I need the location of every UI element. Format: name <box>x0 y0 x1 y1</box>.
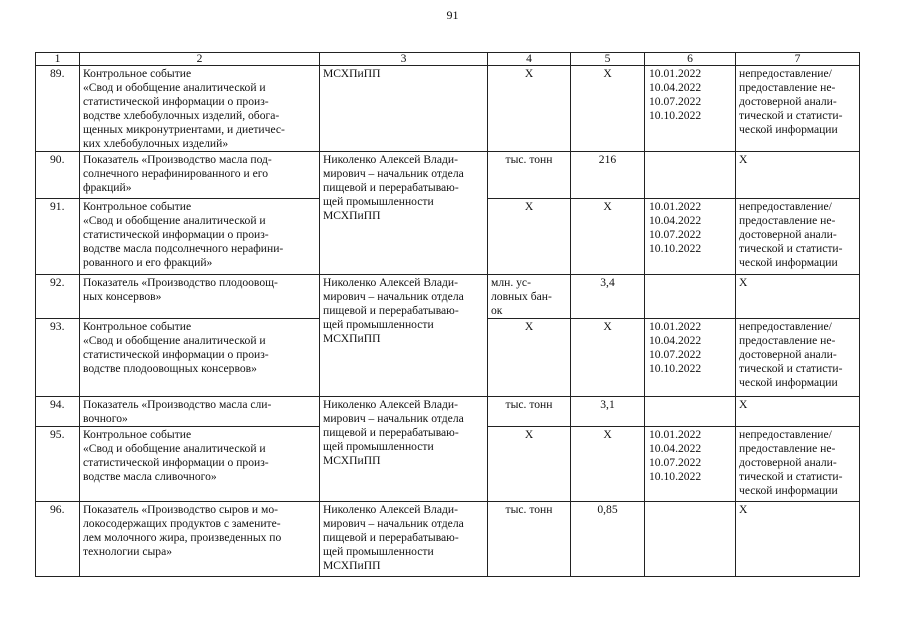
page-number: 91 <box>446 8 459 22</box>
row-description: Контрольное событие «Свод и обобщение аналитической и статистической информации о произ- водстве хлебобулочных изделий, обога- щенных микронутриентами, и диетичес- ких хлебобулочных изделий» <box>80 66 320 152</box>
row-number: 96. <box>36 502 80 577</box>
row-responsible: МСХПиПП <box>320 66 488 152</box>
row-number: 91. <box>36 199 80 275</box>
row-description: Показатель «Производство сыров и мо- локосодержащих продуктов с замените- лем молочного жира, произведенных по технологии сыра» <box>80 502 320 577</box>
row-description: Контрольное событие «Свод и обобщение аналитической и статистической информации о произ- водстве масла подсолнечного нерафини- рованного и его фракций» <box>80 199 320 275</box>
row-unit: тыс. тонн <box>488 397 571 427</box>
row-responsible: Николенко Алексей Влади- мирович – начальник отдела пищевой и перерабатываю- щей промышленности МСХПиПП <box>320 152 488 275</box>
row-value: 0,85 <box>571 502 645 577</box>
row-description: Контрольное событие «Свод и обобщение аналитической и статистической информации о произ- водстве масла сливочного» <box>80 427 320 502</box>
table-row <box>36 397 860 427</box>
row-value: Х <box>571 427 645 502</box>
row-risk: Х <box>736 275 860 319</box>
row-dates <box>645 397 736 427</box>
row-risk: Х <box>736 397 860 427</box>
row-dates <box>645 502 736 577</box>
row-responsible: Николенко Алексей Влади- мирович – начальник отдела пищевой и перерабатываю- щей промышленности МСХПиПП <box>320 275 488 397</box>
row-value: 3,4 <box>571 275 645 319</box>
row-risk: Х <box>736 152 860 199</box>
plan-table <box>35 52 860 577</box>
row-value: Х <box>571 319 645 397</box>
header-cell: 6 <box>645 53 736 66</box>
row-risk: непредоставление/ предоставление не- достоверной анали- тической и статисти- ческой информации <box>736 66 860 152</box>
row-unit: Х <box>488 319 571 397</box>
row-risk: Х <box>736 502 860 577</box>
row-risk: непредоставление/ предоставление не- достоверной анали- тической и статисти- ческой информации <box>736 199 860 275</box>
row-unit: Х <box>488 199 571 275</box>
row-number: 95. <box>36 427 80 502</box>
row-dates: 10.01.2022 10.04.2022 10.07.2022 10.10.2022 <box>645 199 736 275</box>
row-description: Показатель «Производство масла под- солнечного нерафинированного и его фракций» <box>80 152 320 199</box>
row-unit: тыс. тонн <box>488 502 571 577</box>
row-value: Х <box>571 66 645 152</box>
table-row <box>36 502 860 577</box>
header-cell: 5 <box>571 53 645 66</box>
row-dates <box>645 152 736 199</box>
table-row <box>36 66 860 152</box>
row-dates: 10.01.2022 10.04.2022 10.07.2022 10.10.2022 <box>645 66 736 152</box>
row-number: 92. <box>36 275 80 319</box>
row-description: Показатель «Производство масла сли- вочного» <box>80 397 320 427</box>
header-cell: 4 <box>488 53 571 66</box>
row-description: Контрольное событие «Свод и обобщение аналитической и статистической информации о произ- водстве плодоовощных консервов» <box>80 319 320 397</box>
row-value: 216 <box>571 152 645 199</box>
header-cell: 1 <box>36 53 80 66</box>
row-number: 90. <box>36 152 80 199</box>
row-number: 89. <box>36 66 80 152</box>
row-responsible: Николенко Алексей Влади- мирович – начальник отдела пищевой и перерабатываю- щей промышленности МСХПиПП <box>320 397 488 502</box>
row-unit: Х <box>488 66 571 152</box>
row-risk: непредоставление/ предоставление не- достоверной анали- тической и статисти- ческой информации <box>736 319 860 397</box>
row-unit: тыс. тонн <box>488 152 571 199</box>
row-dates: 10.01.2022 10.04.2022 10.07.2022 10.10.2022 <box>645 319 736 397</box>
row-unit: Х <box>488 427 571 502</box>
row-risk: непредоставление/ предоставление не- достоверной анали- тической и статисти- ческой информации <box>736 427 860 502</box>
row-value: Х <box>571 199 645 275</box>
header-cell: 2 <box>80 53 320 66</box>
row-dates <box>645 275 736 319</box>
table-row <box>36 152 860 199</box>
header-row <box>36 53 860 66</box>
header-cell: 7 <box>736 53 860 66</box>
row-responsible: Николенко Алексей Влади- мирович – начальник отдела пищевой и перерабатываю- щей промышленности МСХПиПП <box>320 502 488 577</box>
header-cell: 3 <box>320 53 488 66</box>
row-unit: млн. ус- ловных бан- ок <box>488 275 571 319</box>
table-row <box>36 275 860 319</box>
row-description: Показатель «Производство плодоовощ- ных консервов» <box>80 275 320 319</box>
row-number: 94. <box>36 397 80 427</box>
row-value: 3,1 <box>571 397 645 427</box>
row-dates: 10.01.2022 10.04.2022 10.07.2022 10.10.2022 <box>645 427 736 502</box>
row-number: 93. <box>36 319 80 397</box>
